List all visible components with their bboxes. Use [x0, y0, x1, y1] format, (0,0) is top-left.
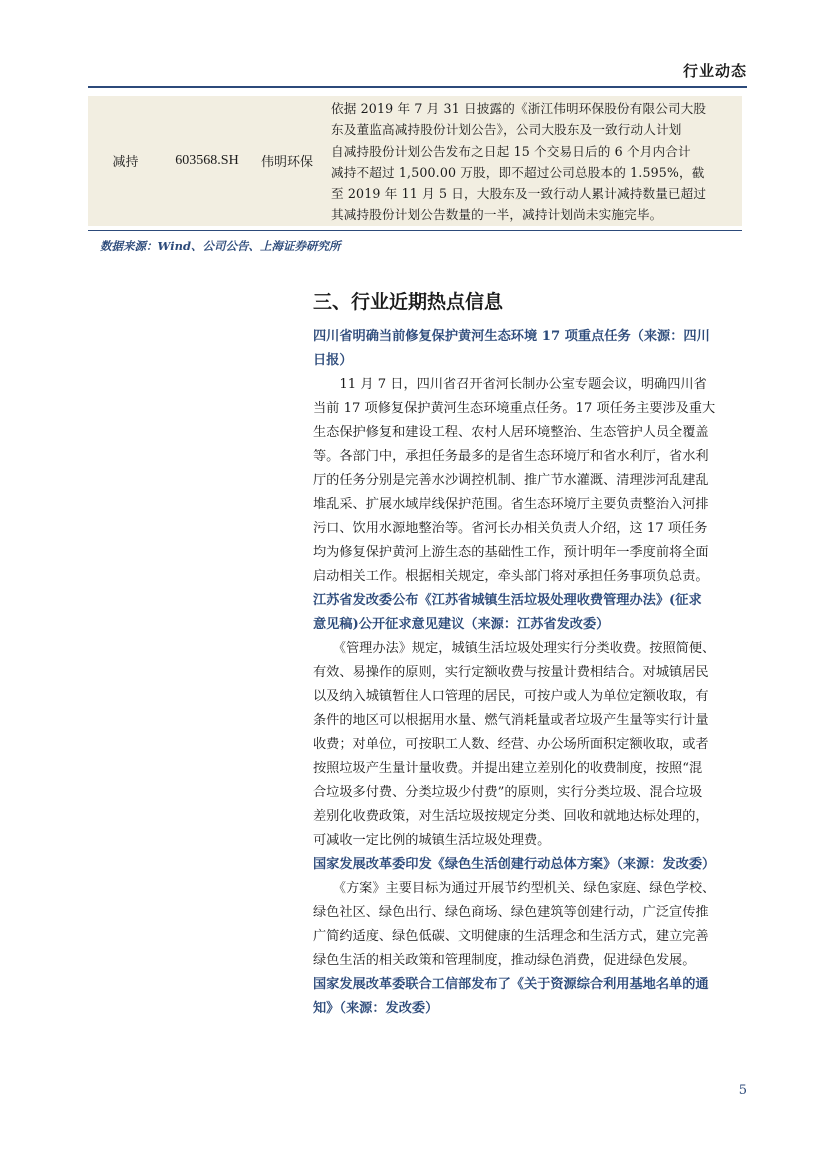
- news-title-line: 国家发展改革委印发《绿色生活创建行动总体方案》（来源：发改委）: [313, 857, 716, 872]
- news-title-line: 江苏省发改委公布《江苏省城镇生活垃圾处理收费管理办法》(征求: [313, 593, 702, 608]
- table-bottom-divider: [88, 230, 742, 231]
- news-body-line: 以及纳入城镇暂住人口管理的居民，可按户或人为单位定额收取，有: [313, 689, 709, 704]
- description-line: 依据 2019 年 7 月 31 日披露的《浙江伟明环保股份有限公司大股: [331, 101, 707, 116]
- section-title: 三、行业近期热点信息: [313, 291, 504, 313]
- news-body-line: 合垃圾多付费、分类垃圾少付费”的原则，实行分类垃圾、混合垃圾: [313, 785, 703, 800]
- news-body: [313, 373, 748, 589]
- news-body-line: 可减收一定比例的城镇生活垃圾处理费。: [313, 833, 551, 848]
- news-body: [313, 637, 748, 853]
- data-source-note: 数据来源：Wind、公司公告、上海证券研究所: [100, 239, 341, 253]
- news-body-line: 绿色社区、绿色出行、绿色商场、绿色建筑等创建行动，广泛宣传推: [313, 905, 709, 920]
- news-title: [313, 973, 748, 1021]
- news-body-line: 《方案》主要目标为通过开展节约型机关、绿色家庭、绿色学校、: [313, 881, 716, 896]
- page-number: 5: [738, 1083, 747, 1098]
- news-title-line: 四川省明确当前修复保护黄河生态环境 17 项重点任务（来源：四川: [313, 329, 710, 344]
- news-title-line: 知》（来源：发改委）: [313, 1001, 439, 1016]
- news-body-line: 按照垃圾产生量计量收费。并提出建立差别化的收费制度，按照“混: [313, 761, 703, 776]
- news-body-line: 生态保护修复和建设工程、农村人居环境整治、生态管护人员全覆盖: [313, 425, 709, 440]
- table-cell-company: 伟明环保: [260, 155, 313, 171]
- news-body-line: 11 月 7 日，四川省召开省河长制办公室专题会议，明确四川省: [313, 377, 707, 392]
- news-body-line: 启动相关工作。根据相关规定，牵头部门将对承担任务事项负总责。: [313, 569, 709, 584]
- news-title: [313, 325, 748, 373]
- news-body-line: 差别化收费政策，对生活垃圾按规定分类、回收和就地达标处理的，: [313, 809, 709, 824]
- news-body-line: 堆乱采、扩展水域岸线保护范围。省生态环境厅主要负责整治入河排: [313, 497, 709, 512]
- news-item: [313, 325, 748, 589]
- description-line: 减持不超过 1,500.00 万股，即不超过公司总股本的 1.595%，截: [331, 164, 705, 180]
- table-cell-stock-code: 603568.SH: [175, 152, 239, 168]
- news-body-line: 污口、饮用水源地整治等。省河长办相关负责人介绍，这 17 项任务: [313, 521, 708, 536]
- news-body-line: 等。各部门中，承担任务最多的是省生态环境厅和省水利厅，省水利: [313, 449, 709, 464]
- description-line: 东及董监高减持股份计划公告》，公司大股东及一致行动人计划: [331, 122, 682, 138]
- shareholding-change-table: [88, 96, 742, 226]
- news-body-line: 条件的地区可以根据用水量、燃气消耗量或者垃圾产生量等实行计量: [313, 713, 709, 728]
- description-line: 自减持股份计划公告发布之日起 15 个交易日后的 6 个月内合计: [331, 143, 691, 159]
- description-line: 其减持股份计划公告数量的一半，减持计划尚未实施完毕。: [331, 207, 663, 223]
- description-line: 至 2019 年 11 月 5 日，大股东及一致行动人累计减持数量已超过: [331, 186, 707, 202]
- news-body-line: 绿色生活的相关政策和管理制度，推动绿色消费，促进绿色发展。: [313, 953, 696, 968]
- news-title-line: 日报）: [313, 353, 353, 368]
- news-body-line: 均为修复保护黄河上游生态的基础性工作，预计明年一季度前将全面: [313, 545, 709, 560]
- news-body-line: 收费；对单位，可按职工人数、经营、办公场所面积定额收取，或者: [313, 737, 709, 752]
- news-body-line: 有效、易操作的原则，实行定额收费与按量计费相结合。对城镇居民: [313, 665, 709, 680]
- table-row: [88, 96, 742, 226]
- news-item: [313, 853, 748, 973]
- news-title: [313, 589, 748, 637]
- news-body-line: 当前 17 项修复保护黄河生态环境重点任务。17 项任务主要涉及重大: [313, 401, 716, 416]
- page-header-title: 行业动态: [682, 62, 747, 80]
- header-divider: [88, 86, 747, 88]
- news-body-line: 《管理办法》规定，城镇生活垃圾处理实行分类收费。按照简便、: [313, 641, 716, 656]
- news-body: [313, 877, 748, 973]
- news-body-line: 广简约适度、绿色低碳、文明健康的生活理念和生活方式，建立完善: [313, 929, 709, 944]
- news-title: [313, 853, 748, 877]
- table-cell-action: 减持: [112, 155, 139, 171]
- news-title-line: 国家发展改革委联合工信部发布了《关于资源综合利用基地名单的通: [313, 977, 709, 992]
- news-item: [313, 589, 748, 853]
- news-body-line: 厅的任务分别是完善水沙调控机制、推广节水灌溉、清理涉河乱建乱: [313, 473, 709, 488]
- table-cell-description: [323, 96, 742, 226]
- news-item: [313, 973, 748, 1021]
- news-title-line: 意见稿)公开征求意见建议（来源：江苏省发改委）: [313, 617, 610, 632]
- news-list: [313, 325, 748, 1021]
